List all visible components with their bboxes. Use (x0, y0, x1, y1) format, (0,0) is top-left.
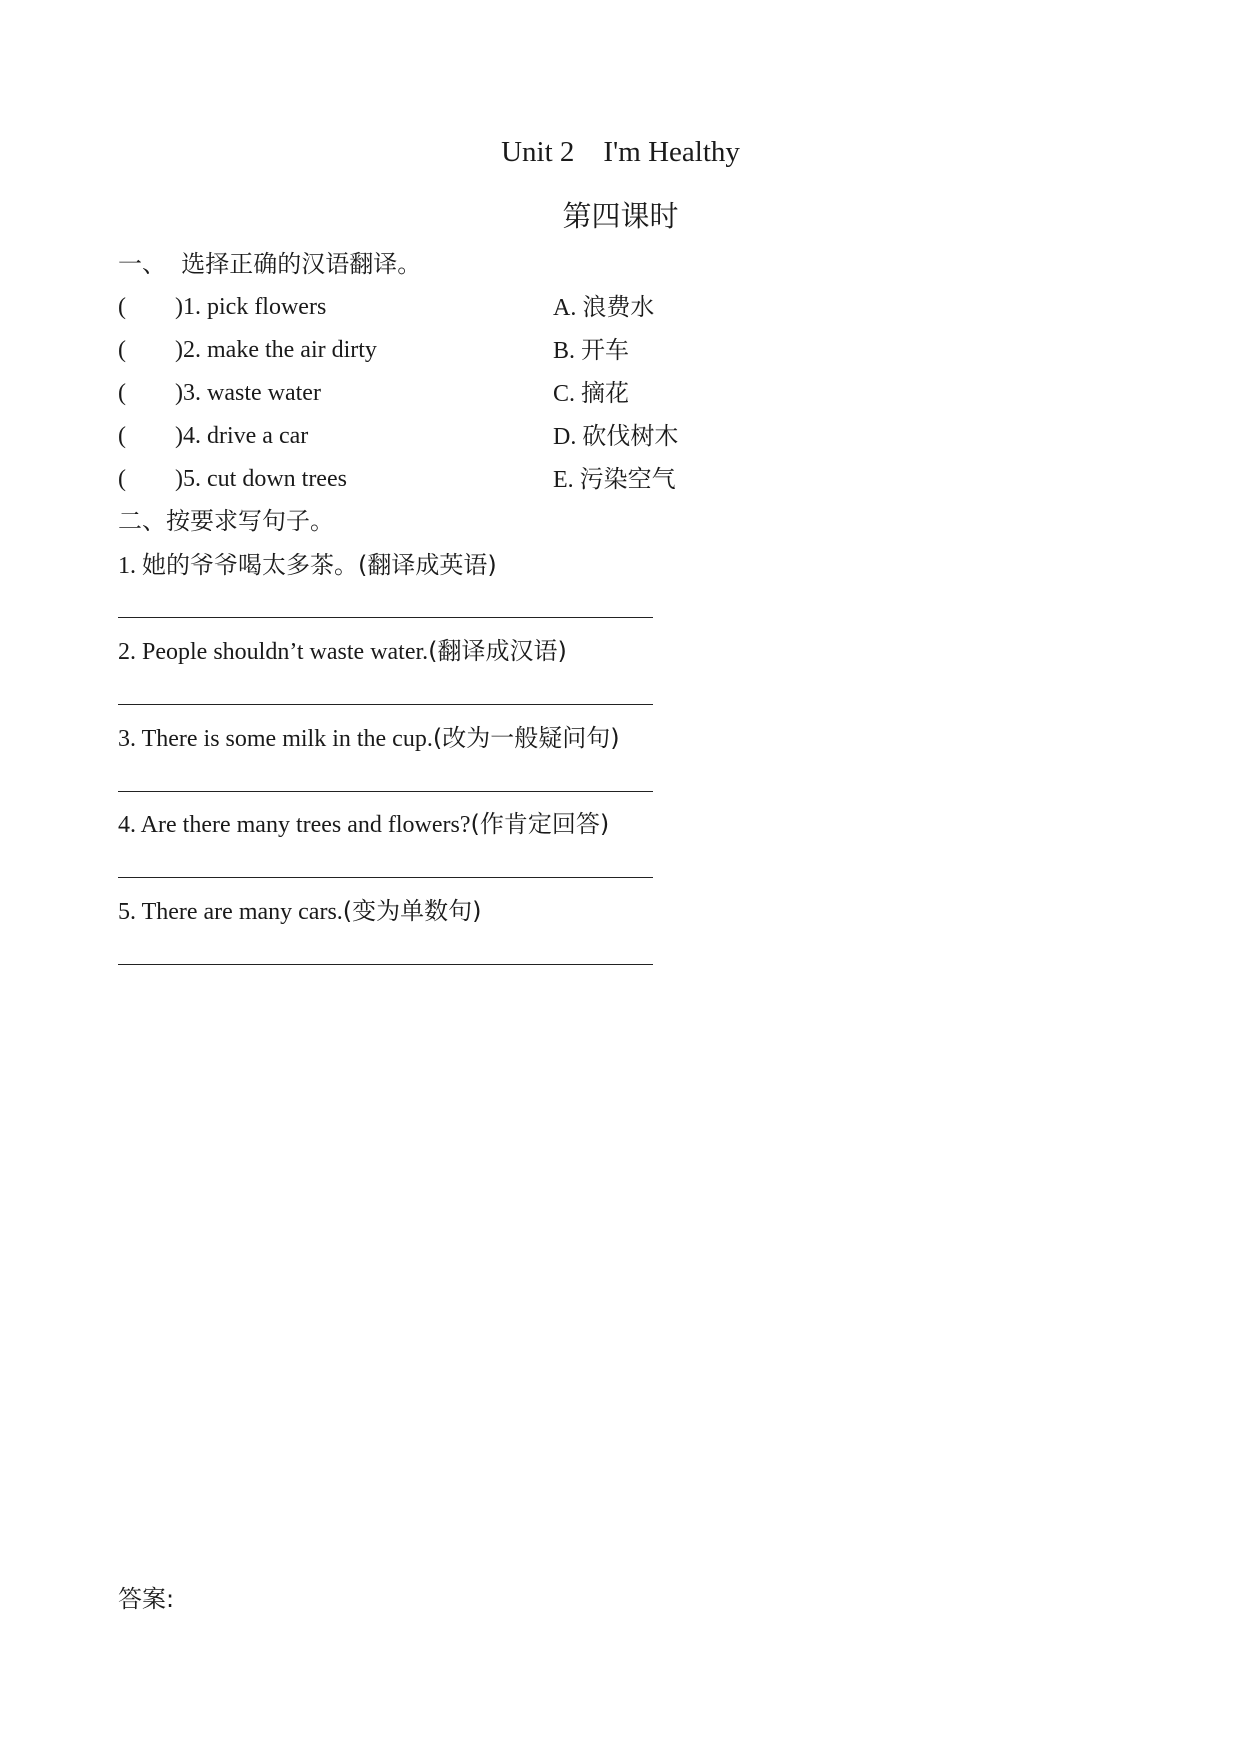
question-en: 5. There are many cars. (118, 899, 343, 925)
answer-blank-line[interactable] (118, 704, 653, 705)
matching-choice (553, 462, 676, 497)
lesson-title: 第四课时 (562, 199, 679, 233)
choice-text: 开车 (581, 336, 630, 364)
question-2 (118, 634, 567, 669)
matching-item-text: )5. cut down trees (175, 466, 347, 492)
unit-title: Unit 2 I'm Healthy (501, 136, 740, 168)
choice-letter: A. (553, 295, 577, 321)
matching-choice (553, 419, 678, 454)
matching-item-text: )2. make the air dirty (175, 337, 377, 363)
question-instruction: (翻译成汉语) (428, 637, 567, 665)
choice-text: 污染空气 (579, 465, 676, 493)
answer-paren: ( (118, 294, 126, 320)
choice-text: 砍伐树木 (582, 422, 679, 450)
answer-paren: ( (118, 337, 126, 363)
question-en: 2. People shouldn’t waste water. (118, 639, 429, 665)
matching-row (118, 333, 1118, 367)
question-instruction: 她的爷爷喝太多茶。(翻译成英语) (142, 551, 497, 579)
question-instruction: (变为单数句) (342, 897, 482, 925)
question-en: 4. Are there many trees and flowers? (118, 812, 471, 838)
question-1 (118, 548, 497, 583)
answer-blank-line[interactable] (118, 964, 653, 965)
question-4 (118, 807, 609, 842)
section2-heading: 二、按要求写句子。 (118, 507, 334, 535)
choice-letter: B. (553, 338, 576, 364)
choice-text: 摘花 (581, 379, 630, 407)
question-en: 3. There is some milk in the cup. (118, 726, 433, 752)
question-3 (118, 721, 620, 756)
matching-item-text: )3. waste water (175, 380, 321, 406)
choice-text: 浪费水 (582, 293, 655, 321)
matching-row (118, 290, 1118, 324)
matching-row (118, 462, 1118, 496)
answer-blank-line[interactable] (118, 617, 653, 618)
question-en: 1. (118, 553, 142, 579)
choice-letter: E. (553, 467, 574, 493)
answer-blank-line[interactable] (118, 791, 653, 792)
answer-paren: ( (118, 423, 126, 449)
matching-item-text: )1. pick flowers (175, 294, 327, 320)
question-instruction: (作肯定回答) (470, 810, 610, 838)
section1-heading: 一、 选择正确的汉语翻译。 (118, 250, 422, 278)
choice-letter: C. (553, 381, 576, 407)
matching-row (118, 419, 1118, 453)
matching-item-text: )4. drive a car (175, 423, 309, 449)
question-5 (118, 894, 482, 929)
matching-choice (553, 376, 629, 411)
question-instruction: (改为一般疑问句) (432, 724, 620, 752)
answer-label: 答案: (118, 1585, 175, 1613)
choice-letter: D. (553, 424, 577, 450)
matching-choice (553, 290, 654, 325)
answer-paren: ( (118, 466, 126, 492)
answer-paren: ( (118, 380, 126, 406)
matching-row (118, 376, 1118, 410)
matching-choice (553, 333, 629, 368)
answer-blank-line[interactable] (118, 877, 653, 878)
